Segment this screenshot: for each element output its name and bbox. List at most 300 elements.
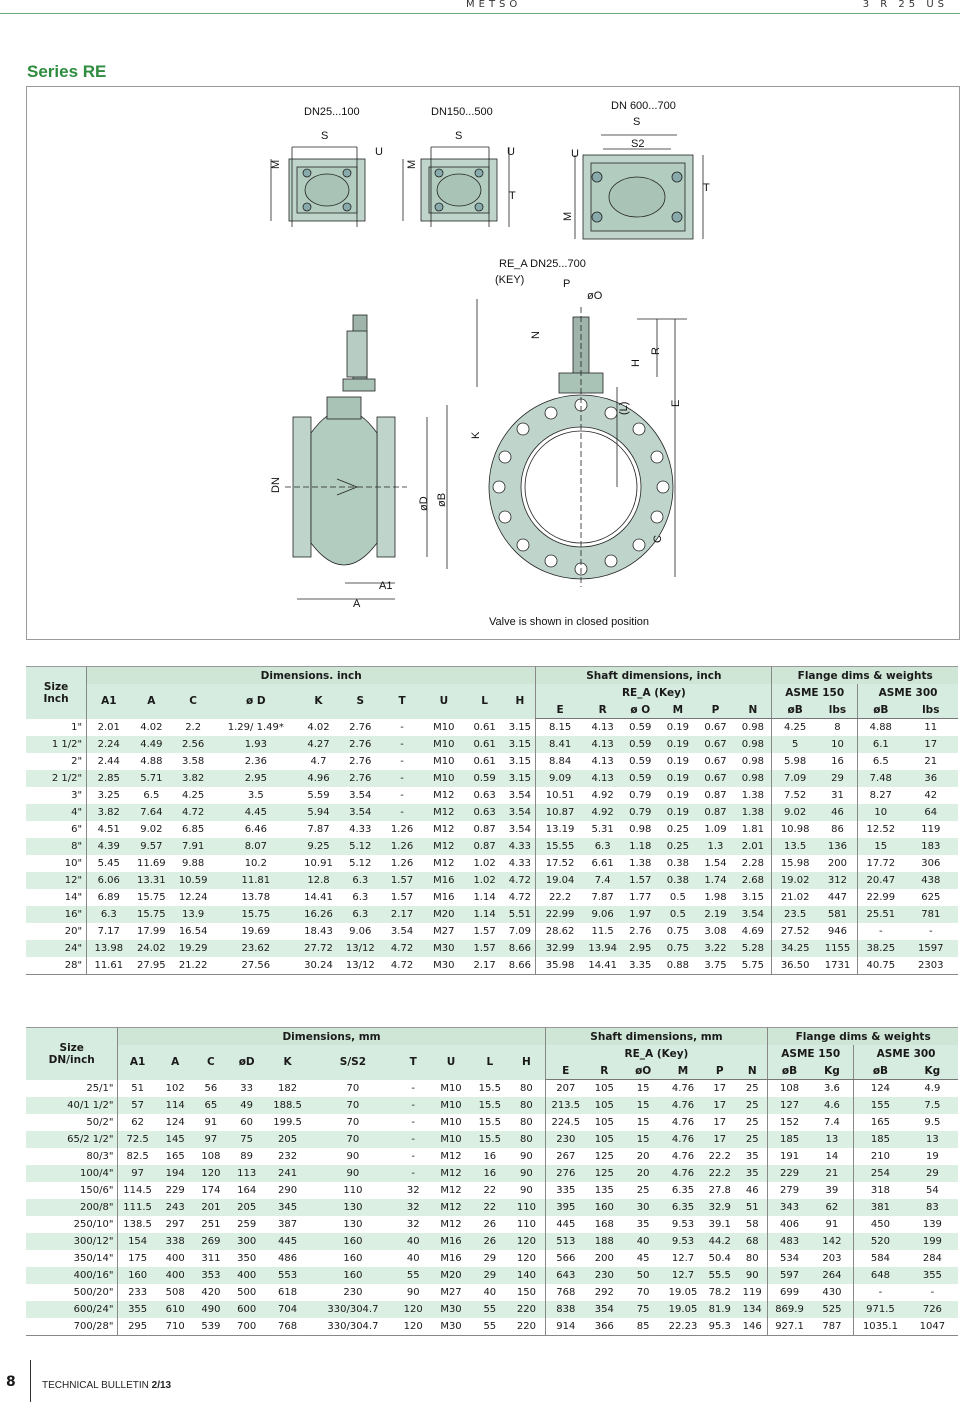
table-cell: 232	[265, 1148, 310, 1165]
table-cell: 82.5	[118, 1148, 157, 1165]
table-cell: 355	[907, 1267, 958, 1284]
table-cell: 0.19	[659, 787, 697, 804]
table-cell: 89	[228, 1148, 265, 1165]
table-cell: 54	[907, 1182, 958, 1199]
table-cell: 111.5	[118, 1199, 157, 1216]
top-view-dn150-500	[403, 147, 509, 227]
table-cell: 33	[228, 1080, 265, 1098]
table-cell: 68	[737, 1233, 768, 1250]
table-cell: 3.54	[381, 923, 423, 940]
inch-dimensions-table	[26, 666, 958, 975]
label-dn150-500: DN150...500	[431, 106, 493, 118]
table-cell: 353	[194, 1267, 229, 1284]
table-cell: 306	[904, 855, 958, 872]
table-cell: 710	[157, 1318, 194, 1336]
table-cell: 3.54	[504, 821, 535, 838]
table-cell: 355	[118, 1301, 157, 1318]
table-cell: 5.28	[734, 940, 772, 957]
table-cell: 45	[623, 1250, 664, 1267]
col-header: L	[465, 684, 505, 719]
table-cell: 62	[811, 1199, 854, 1216]
row-size-cell: 16"	[26, 906, 87, 923]
table-cell: 22.2	[536, 889, 584, 906]
row-size-cell: 24"	[26, 940, 87, 957]
row-size-cell: 8"	[26, 838, 87, 855]
table-cell: 4.13	[584, 770, 622, 787]
table-cell: M12	[431, 1216, 472, 1233]
table-cell: 213.5	[545, 1097, 586, 1114]
table-cell: 29	[471, 1250, 508, 1267]
col-header: T	[381, 684, 423, 719]
table-cell: 81.9	[702, 1301, 737, 1318]
label-dn: DN	[270, 477, 282, 493]
table-cell: 4.02	[298, 719, 340, 737]
label-k: K	[470, 431, 482, 439]
table-cell: 32.99	[536, 940, 584, 957]
flange-group-header: Flange dims & weights	[768, 1028, 958, 1046]
table-cell: 168	[586, 1216, 623, 1233]
table-cell: 160	[310, 1250, 396, 1267]
table-cell: 4.72	[172, 804, 214, 821]
table-cell: 2.95	[214, 770, 298, 787]
table-cell: 13.9	[172, 906, 214, 923]
table-cell: 75	[228, 1131, 265, 1148]
table-cell: 70	[310, 1131, 396, 1148]
table-row	[26, 906, 958, 923]
table-cell: 0.63	[465, 804, 505, 821]
table-cell: 610	[157, 1301, 194, 1318]
table-cell: 22.23	[664, 1318, 703, 1336]
bulletin-number: 2/13	[151, 1380, 172, 1391]
table-cell: 21	[904, 753, 958, 770]
table-cell: 160	[118, 1267, 157, 1284]
table-cell: 0.98	[621, 821, 659, 838]
table-cell: -	[396, 1165, 431, 1182]
table-cell: 15.5	[471, 1114, 508, 1131]
table-cell: 15.5	[471, 1080, 508, 1098]
table-cell: 0.19	[659, 770, 697, 787]
table-cell: 17	[702, 1097, 737, 1114]
table-cell: 648	[854, 1267, 907, 1284]
label-m-1: M	[270, 159, 282, 169]
table-cell: 5.98	[772, 753, 818, 770]
table-row	[26, 1267, 958, 1284]
table-cell: 95.3	[702, 1318, 737, 1336]
table-cell: M12	[423, 821, 465, 838]
table-cell: 164	[228, 1182, 265, 1199]
table-cell: 15.98	[772, 855, 818, 872]
row-size-cell: 2 1/2"	[26, 770, 87, 787]
table-cell: 3.08	[697, 923, 735, 940]
table-row	[26, 770, 958, 787]
table-cell: 20.47	[858, 872, 904, 889]
table-cell: 704	[265, 1301, 310, 1318]
table-cell: 165	[854, 1114, 907, 1131]
table-cell: 5	[772, 736, 818, 753]
table-cell: 0.79	[621, 787, 659, 804]
table-cell: 32	[396, 1182, 431, 1199]
row-size-cell: 250/10"	[26, 1216, 118, 1233]
table-cell: 4.13	[584, 753, 622, 770]
table-cell: 584	[854, 1250, 907, 1267]
table-row	[26, 855, 958, 872]
table-row	[26, 1233, 958, 1250]
table-cell: 4.76	[664, 1080, 703, 1098]
table-cell: 229	[768, 1165, 811, 1182]
table-cell: 4.69	[734, 923, 772, 940]
table-cell: 4.72	[381, 957, 423, 975]
table-cell: 22.2	[702, 1165, 737, 1182]
table-cell: 46	[818, 804, 858, 821]
table-cell: 15	[623, 1131, 664, 1148]
table-row	[26, 736, 958, 753]
table-cell: 10.51	[536, 787, 584, 804]
table-cell: 10.2	[214, 855, 298, 872]
table-cell: 110	[508, 1199, 545, 1216]
row-size-cell: 350/14"	[26, 1250, 118, 1267]
col-header: A	[157, 1045, 194, 1080]
table-cell: 5.94	[298, 804, 340, 821]
table-cell: 9.02	[772, 804, 818, 821]
table-cell: 4.02	[130, 719, 172, 737]
table-cell: 539	[194, 1318, 229, 1336]
table-cell: 19	[907, 1148, 958, 1165]
table-cell: 17.99	[130, 923, 172, 940]
table-cell: 490	[194, 1301, 229, 1318]
col-header: H	[504, 684, 535, 719]
table-cell: 15.75	[130, 889, 172, 906]
table-cell: 8.84	[536, 753, 584, 770]
label-e: E	[670, 399, 682, 407]
table-cell: 49	[228, 1097, 265, 1114]
table-cell: 1155	[818, 940, 858, 957]
col-header: A	[130, 684, 172, 719]
table-cell: 17	[904, 736, 958, 753]
table-cell: 1.98	[697, 889, 735, 906]
table-cell: -	[396, 1131, 431, 1148]
table-cell: 20	[623, 1148, 664, 1165]
table-row	[26, 821, 958, 838]
table-cell: 534	[768, 1250, 811, 1267]
table-cell: 0.19	[659, 804, 697, 821]
table-cell: M30	[431, 1318, 472, 1336]
table-cell: 65	[194, 1097, 229, 1114]
col-header: Kg	[811, 1062, 854, 1080]
table-cell: 3.15	[734, 889, 772, 906]
table-cell: 0.59	[621, 753, 659, 770]
table-cell: 224.5	[545, 1114, 586, 1131]
col-header: ø O	[621, 701, 659, 719]
table-cell: -	[396, 1097, 431, 1114]
table-cell: 1.02	[465, 855, 505, 872]
table-cell: 23.62	[214, 940, 298, 957]
table-cell: 3.35	[621, 957, 659, 975]
table-cell: 165	[157, 1148, 194, 1165]
row-size-cell: 14"	[26, 889, 87, 906]
table-cell: 1.38	[621, 855, 659, 872]
table-cell: 110	[508, 1216, 545, 1233]
table-cell: 91	[194, 1114, 229, 1131]
table-cell: M10	[431, 1080, 472, 1098]
table-cell: 13.98	[87, 940, 131, 957]
table-cell: 15	[623, 1114, 664, 1131]
table-cell: 6.3	[339, 872, 381, 889]
table-cell: 146	[737, 1318, 768, 1336]
table-cell: 1731	[818, 957, 858, 975]
table-cell: 154	[118, 1233, 157, 1250]
table-cell: 787	[811, 1318, 854, 1336]
table-cell: 2.95	[621, 940, 659, 957]
table-cell: 90	[310, 1165, 396, 1182]
table-cell: 0.75	[659, 940, 697, 957]
table-cell: 400	[228, 1267, 265, 1284]
table-cell: 51	[737, 1199, 768, 1216]
row-size-cell: 100/4"	[26, 1165, 118, 1182]
col-header: A1	[87, 684, 131, 719]
table-cell: 6.5	[858, 753, 904, 770]
table-cell: 155	[854, 1097, 907, 1114]
table-cell: M16	[423, 889, 465, 906]
table-cell: 3.25	[87, 787, 131, 804]
table-cell: 70	[623, 1284, 664, 1301]
table-cell: 120	[508, 1250, 545, 1267]
label-u-3: U	[571, 148, 579, 160]
col-header: C	[194, 1045, 229, 1080]
page-footer	[0, 1360, 960, 1402]
table-cell: 4.33	[504, 855, 535, 872]
table-cell: 134	[737, 1301, 768, 1318]
table-cell: 72.5	[118, 1131, 157, 1148]
table-row	[26, 1114, 958, 1131]
table-cell: 11.5	[584, 923, 622, 940]
rea-header: RE_A (Key)	[545, 1045, 768, 1062]
table-cell: 6.3	[584, 838, 622, 855]
table-cell: 13/12	[339, 957, 381, 975]
table-cell: 14.41	[584, 957, 622, 975]
table-cell: 40	[396, 1233, 431, 1250]
table-cell: 142	[811, 1233, 854, 1250]
table-cell: M10	[431, 1131, 472, 1148]
col-header: N	[737, 1062, 768, 1080]
table-cell: 4.13	[584, 719, 622, 737]
table-row	[26, 1250, 958, 1267]
table-cell: 9.5	[907, 1114, 958, 1131]
table-cell: 513	[545, 1233, 586, 1250]
inch-table-body	[26, 719, 958, 975]
table-row	[26, 1284, 958, 1301]
valve-side-view	[285, 299, 477, 599]
table-cell: 8.15	[536, 719, 584, 737]
table-cell: 4.72	[504, 872, 535, 889]
table-cell: 553	[265, 1267, 310, 1284]
table-cell: 267	[545, 1148, 586, 1165]
table-cell: 125	[586, 1148, 623, 1165]
table-row	[26, 719, 958, 737]
table-cell: 139	[907, 1216, 958, 1233]
table-cell: 138.5	[118, 1216, 157, 1233]
table-cell: 838	[545, 1301, 586, 1318]
table-cell: 3.54	[339, 804, 381, 821]
table-cell: 25.51	[858, 906, 904, 923]
table-cell: 58	[737, 1216, 768, 1233]
table-cell: 6.46	[214, 821, 298, 838]
table-cell: 483	[768, 1233, 811, 1250]
table-cell: M10	[431, 1097, 472, 1114]
table-cell: 3.15	[504, 753, 535, 770]
table-cell: 0.67	[697, 770, 735, 787]
table-cell: 4.45	[214, 804, 298, 821]
table-cell: 40.75	[858, 957, 904, 975]
table-cell: 19.29	[172, 940, 214, 957]
table-cell: 486	[265, 1250, 310, 1267]
table-cell: 366	[586, 1318, 623, 1336]
table-cell: 102	[157, 1080, 194, 1098]
table-cell: 9.09	[536, 770, 584, 787]
table-cell: 26	[471, 1233, 508, 1250]
table-cell: 445	[265, 1233, 310, 1250]
col-header: øB	[858, 701, 904, 719]
table-cell: 55	[471, 1318, 508, 1336]
dims-group-header: Dimensions. inch	[87, 667, 536, 685]
label-u-2: U	[507, 146, 515, 158]
table-cell: 343	[768, 1199, 811, 1216]
table-cell: 1.38	[734, 787, 772, 804]
label-t-1: T	[509, 190, 516, 202]
table-cell: 4.25	[772, 719, 818, 737]
table-cell: M10	[423, 753, 465, 770]
table-cell: -	[904, 923, 958, 940]
table-cell: 10.87	[536, 804, 584, 821]
table-cell: 251	[194, 1216, 229, 1233]
table-cell: 1.14	[465, 889, 505, 906]
row-size-cell: 3"	[26, 787, 87, 804]
table-cell: 3.54	[504, 804, 535, 821]
table-cell: 78.2	[702, 1284, 737, 1301]
table-cell: M10	[423, 770, 465, 787]
table-cell: M20	[423, 906, 465, 923]
table-cell: 203	[811, 1250, 854, 1267]
table-cell: 354	[586, 1301, 623, 1318]
table-row	[26, 804, 958, 821]
row-size-cell: 200/8"	[26, 1199, 118, 1216]
col-header: øO	[623, 1062, 664, 1080]
table-cell: 2.76	[621, 923, 659, 940]
table-cell: -	[381, 770, 423, 787]
size-header	[26, 1028, 118, 1080]
valve-drawing	[26, 86, 960, 640]
table-cell: 24.02	[130, 940, 172, 957]
table-cell: 19.05	[664, 1301, 703, 1318]
table-cell: 2.01	[87, 719, 131, 737]
table-cell: 4.33	[504, 838, 535, 855]
label-s-1: S	[321, 130, 329, 142]
table-cell: 85	[623, 1318, 664, 1336]
table-cell: 1.81	[734, 821, 772, 838]
table-cell: 508	[157, 1284, 194, 1301]
table-cell: 140	[508, 1267, 545, 1284]
table-cell: 8.66	[504, 940, 535, 957]
mm-dimensions-table	[26, 1027, 958, 1336]
table-cell: -	[396, 1114, 431, 1131]
table-cell: 600	[228, 1301, 265, 1318]
col-header: C	[172, 684, 214, 719]
table-cell: 70	[310, 1097, 396, 1114]
table-cell: 7.4	[584, 872, 622, 889]
table-cell: 207	[545, 1080, 586, 1098]
table-cell: 0.98	[734, 770, 772, 787]
table-cell: 4.7	[298, 753, 340, 770]
table-cell: 243	[157, 1199, 194, 1216]
col-header: K	[265, 1045, 310, 1080]
col-header: P	[702, 1062, 737, 1080]
table-cell: 25	[623, 1182, 664, 1199]
table-cell: 7.4	[811, 1114, 854, 1131]
table-cell: 292	[586, 1284, 623, 1301]
col-header: ø D	[214, 684, 298, 719]
table-cell: M10	[431, 1114, 472, 1131]
table-cell: -	[381, 736, 423, 753]
table-cell: 13	[811, 1131, 854, 1148]
table-cell: 259	[228, 1216, 265, 1233]
table-cell: 36.50	[772, 957, 818, 975]
table-cell: 311	[194, 1250, 229, 1267]
table-cell: 1.57	[465, 923, 505, 940]
col-header: L	[471, 1045, 508, 1080]
table-cell: 330/304.7	[310, 1318, 396, 1336]
table-cell: 105	[586, 1131, 623, 1148]
table-cell: 2.68	[734, 872, 772, 889]
table-cell: 8	[818, 719, 858, 737]
table-cell: 15.75	[130, 906, 172, 923]
table-cell: 185	[768, 1131, 811, 1148]
row-size-cell: 600/24"	[26, 1301, 118, 1318]
header-rule	[0, 13, 960, 14]
table-cell: 6.85	[172, 821, 214, 838]
label-re-a: RE_A DN25...700	[499, 258, 586, 270]
table-cell: 27.56	[214, 957, 298, 975]
table-cell: 400	[157, 1250, 194, 1267]
table-cell: 3.15	[504, 719, 535, 737]
table-cell: 7.09	[504, 923, 535, 940]
table-cell: 318	[854, 1182, 907, 1199]
table-cell: 3.54	[734, 906, 772, 923]
table-cell: 9.02	[130, 821, 172, 838]
table-cell: 0.87	[465, 838, 505, 855]
table-cell: 350	[228, 1250, 265, 1267]
table-cell: 31	[818, 787, 858, 804]
table-cell: 35	[737, 1148, 768, 1165]
row-size-cell: 80/3"	[26, 1148, 118, 1165]
table-cell: 22	[471, 1182, 508, 1199]
table-cell: M12	[431, 1199, 472, 1216]
table-cell: 32	[396, 1216, 431, 1233]
row-size-cell: 20"	[26, 923, 87, 940]
table-cell: 15	[623, 1097, 664, 1114]
table-row	[26, 1301, 958, 1318]
table-cell: 1035.1	[854, 1318, 907, 1336]
table-cell: 27.52	[772, 923, 818, 940]
table-cell: 90	[508, 1165, 545, 1182]
table-row	[26, 1148, 958, 1165]
table-cell: 6.89	[87, 889, 131, 906]
col-header: U	[423, 684, 465, 719]
table-cell: 130	[310, 1199, 396, 1216]
table-cell: 15.55	[536, 838, 584, 855]
table-cell: 230	[310, 1284, 396, 1301]
footer-divider	[30, 1360, 31, 1402]
table-cell: 22.99	[858, 889, 904, 906]
table-cell: 420	[194, 1284, 229, 1301]
